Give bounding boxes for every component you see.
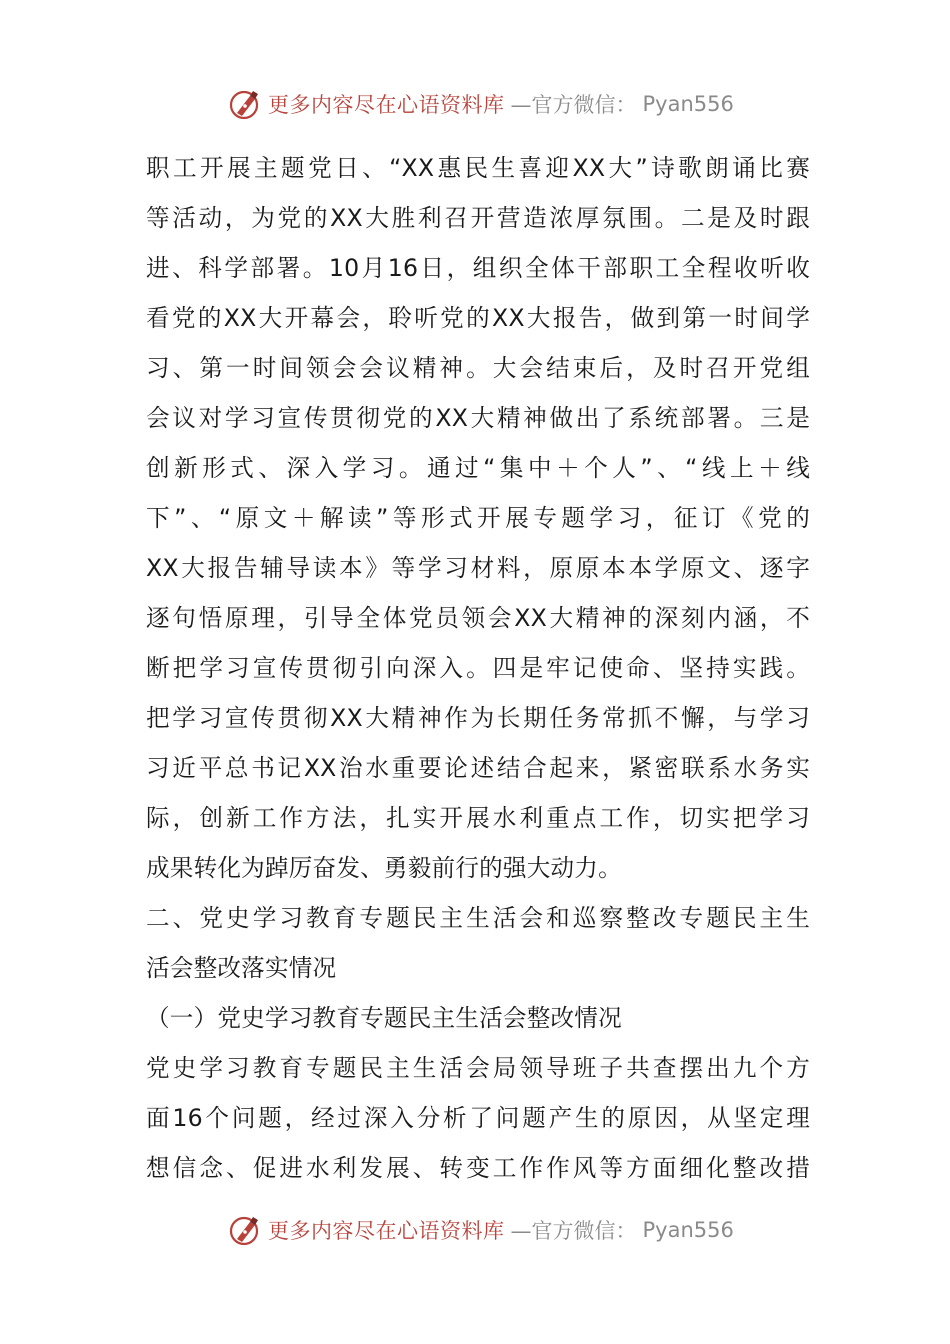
- text-line: 想信念、促进水利发展、转变工作作风等方面细化整改措: [146, 1154, 810, 1182]
- text-line: 习、第一时间领会会议精神。大会结束后，及时召开党组: [146, 354, 810, 382]
- text-line: XX大报告辅导读本》等学习材料，原原本本学原文、逐字: [146, 554, 810, 582]
- text-line: （一）党史学习教育专题民主生活会整改情况: [146, 1004, 622, 1032]
- text-line: 逐句悟原理，引导全体党员领会XX大精神的深刻内涵，不: [146, 604, 810, 632]
- pen-nib-seal-logo-icon: [228, 87, 262, 121]
- text-line: 下”、“原文＋解读”等形式开展专题学习，征订《党的: [146, 504, 810, 532]
- watermark-account: Pyan556: [642, 92, 734, 116]
- watermark-separator: —官方微信：: [510, 93, 637, 117]
- watermark-text: 更多内容尽在心语资料库: [268, 93, 505, 117]
- header-watermark: [228, 86, 734, 122]
- text-line: 进、科学部署。10月16日，组织全体干部职工全程收听收: [146, 254, 810, 282]
- watermark-separator: —官方微信：: [510, 1219, 637, 1243]
- document-body: [146, 143, 810, 1193]
- pen-nib-seal-logo-icon: [228, 1213, 262, 1247]
- text-line: 等活动，为党的XX大胜利召开营造浓厚氛围。二是及时跟: [146, 204, 810, 232]
- text-line: 看党的XX大开幕会，聆听党的XX大报告，做到第一时间学: [146, 304, 810, 332]
- text-line: 二、党史学习教育专题民主生活会和巡察整改专题民主生: [146, 904, 810, 932]
- footer-watermark: [228, 1212, 734, 1248]
- text-line: 职工开展主题党日、“XX惠民生喜迎XX大”诗歌朗诵比赛: [146, 154, 810, 182]
- text-line: 际，创新工作方法，扎实开展水利重点工作，切实把学习: [146, 804, 810, 832]
- text-line: 把学习宣传贯彻XX大精神作为长期任务常抓不懈，与学习: [146, 704, 810, 732]
- text-line: 创新形式、深入学习。通过“集中＋个人”、“线上＋线: [146, 454, 810, 482]
- text-line: 断把学习宣传贯彻引向深入。四是牢记使命、坚持实践。: [146, 654, 810, 682]
- text-line: 会议对学习宣传贯彻党的XX大精神做出了系统部署。三是: [146, 404, 810, 432]
- text-line: 习近平总书记XX治水重要论述结合起来，紧密联系水务实: [146, 754, 810, 782]
- text-line: 面16个问题，经过深入分析了问题产生的原因，从坚定理: [146, 1104, 810, 1132]
- watermark-account: Pyan556: [642, 1218, 734, 1242]
- text-line: 活会整改落实情况: [146, 954, 337, 982]
- text-line: 党史学习教育专题民主生活会局领导班子共查摆出九个方: [146, 1054, 810, 1082]
- text-line: 成果转化为踔厉奋发、勇毅前行的强大动力。: [146, 854, 622, 882]
- watermark-text: 更多内容尽在心语资料库: [268, 1219, 505, 1243]
